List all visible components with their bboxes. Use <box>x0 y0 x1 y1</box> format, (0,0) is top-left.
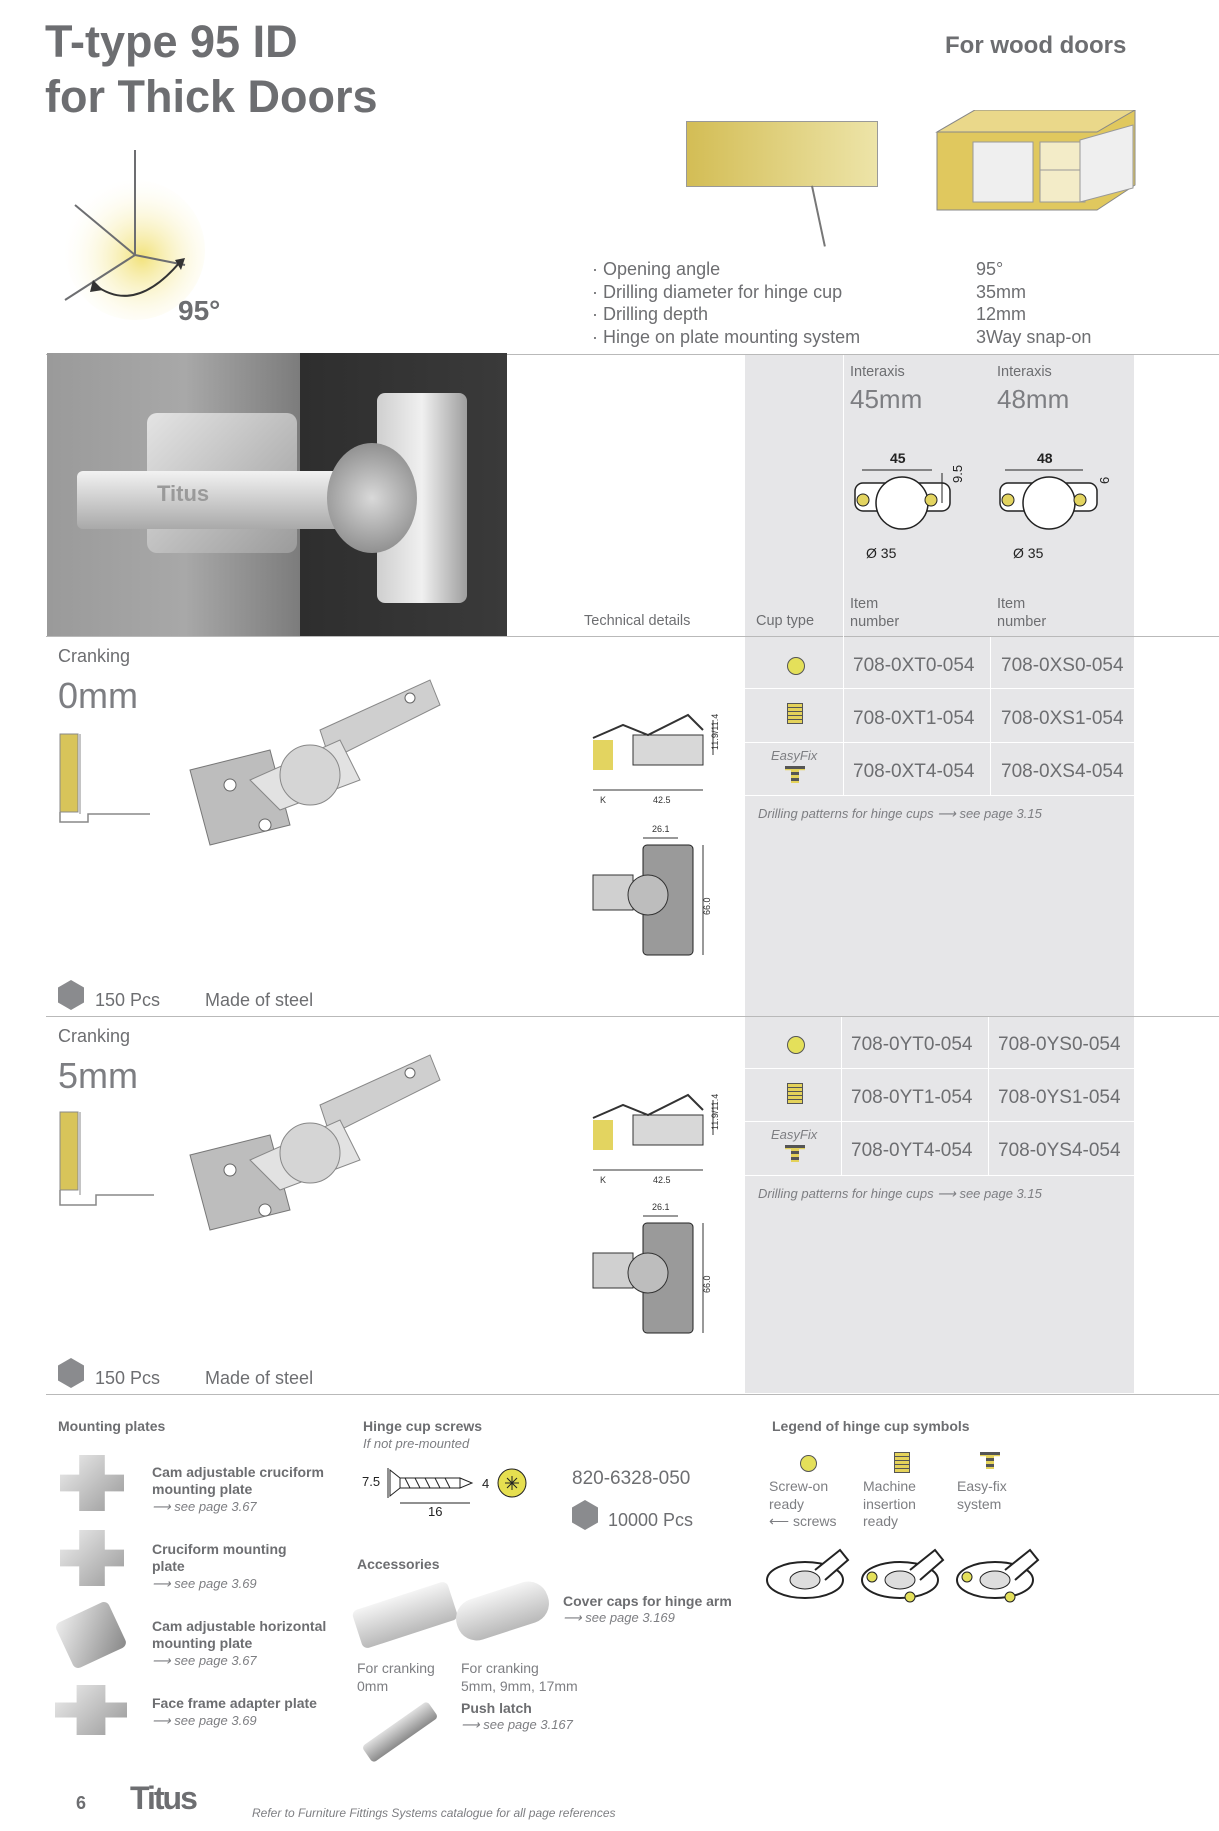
cover-cap-0mm-label: For cranking 0mm <box>357 1660 435 1694</box>
mounting-plates-title: Mounting plates <box>58 1418 166 1434</box>
row-divider <box>745 1175 1134 1176</box>
technical-drawing-top <box>588 820 723 960</box>
cover-cap-image <box>451 1576 554 1645</box>
item-number: 708-0YS1-054 <box>998 1087 1121 1108</box>
dim-h: 11.9/11.4 <box>710 1093 720 1130</box>
hinge-photo: Titus <box>47 353 507 636</box>
item-number: 708-0XS4-054 <box>1001 761 1124 782</box>
package-icon <box>572 1500 598 1530</box>
opening-angle-diagram <box>55 140 255 330</box>
door-type-label: For wood doors <box>945 32 1127 59</box>
spec-row: · Hinge on plate mounting system 3Way snap-on <box>592 326 1092 347</box>
screw-drawing <box>360 1458 540 1518</box>
item-number: 708-0XT4-054 <box>853 761 975 782</box>
brand-logo: Titus <box>130 1780 196 1816</box>
interaxis-label: Interaxis <box>997 364 1052 380</box>
screw-on-cup-icon <box>800 1455 817 1472</box>
dim-side: 66.0 <box>702 897 712 915</box>
page-number: 6 <box>76 1793 87 1813</box>
dim-thread: 4 <box>482 1476 490 1491</box>
cover-cap-5mm-label: For cranking 5mm, 9mm, 17mm <box>461 1660 578 1694</box>
legend-item: Screw-on ready ⟵ screws <box>769 1478 837 1529</box>
cabinet-illustration <box>935 110 1140 215</box>
page-reference[interactable]: ⟶ see page 3.169 <box>563 1610 675 1625</box>
mounting-plate-name[interactable]: Face frame adapter plate <box>152 1695 317 1711</box>
cranking-label: Cranking <box>58 646 131 666</box>
wood-door-sample <box>686 121 878 187</box>
mounting-plate-image <box>54 1600 128 1670</box>
dim-height: 9.5 <box>950 464 965 483</box>
technical-drawing-top <box>588 1198 723 1338</box>
page-reference[interactable]: ⟶ see page 3.67 <box>152 1653 257 1668</box>
cranking-label: Cranking <box>58 1026 131 1046</box>
push-latch-title[interactable]: Push latch <box>461 1700 532 1716</box>
row-divider <box>745 1068 1134 1069</box>
easyfix-label: EasyFix <box>771 1127 818 1142</box>
drilling-diagram-48 <box>997 448 1117 568</box>
item-number-header: Item number <box>997 596 1047 630</box>
page-title: T-type 95 ID for Thick Doors <box>45 16 378 122</box>
footer-note: Refer to Furniture Fittings Systems catalogue for all page references <box>252 1806 616 1820</box>
page-reference[interactable]: ⟶ see page 3.167 <box>461 1717 573 1732</box>
dim-length: 16 <box>428 1504 443 1518</box>
hinge-cup-screws-subtitle: If not pre-mounted <box>363 1436 470 1451</box>
row-divider <box>745 795 1134 796</box>
cranking-profile-icon <box>58 1110 158 1215</box>
dim-w: 42.5 <box>653 1175 671 1185</box>
cell-divider <box>841 1017 842 1175</box>
screw-item-number: 820-6328-050 <box>572 1468 691 1489</box>
machine-insertion-cup-icon <box>787 1083 803 1104</box>
dim-diameter: Ø 35 <box>866 545 897 561</box>
row-divider <box>745 1121 1134 1122</box>
legend-title: Legend of hinge cup symbols <box>772 1418 970 1434</box>
dim-head: 7.5 <box>362 1474 381 1489</box>
screw-on-cup-icon <box>787 1036 805 1054</box>
item-number: 708-0XT1-054 <box>853 708 975 729</box>
package-icon <box>58 1358 84 1388</box>
item-number: 708-0XS1-054 <box>1001 708 1124 729</box>
cell-divider <box>843 355 844 795</box>
legend-item: Easy-fix system <box>957 1478 1007 1512</box>
row-divider <box>745 742 1134 743</box>
screw-on-cup-icon <box>787 657 805 675</box>
technical-drawing-side <box>588 1090 723 1190</box>
page-reference[interactable]: ⟶ see page 3.69 <box>152 1576 257 1591</box>
screw-package-quantity: 10000 Pcs <box>608 1510 694 1530</box>
item-number: 708-0YS0-054 <box>998 1034 1121 1055</box>
technical-drawing-side <box>588 710 723 810</box>
drilling-diagram-45 <box>850 448 970 568</box>
pointer-line <box>811 186 826 247</box>
package-quantity: 150 Pcs <box>95 990 161 1010</box>
page-reference[interactable]: ⟶ see page 3.67 <box>152 1499 257 1514</box>
dim-width: 45 <box>890 450 906 466</box>
mounting-plate-name[interactable]: Cruciform mounting plate <box>152 1541 287 1574</box>
cranking-profile-icon <box>58 732 153 832</box>
dim-k: K <box>600 1175 607 1185</box>
header-technical-details: Technical details <box>584 613 691 629</box>
cell-divider <box>990 637 991 795</box>
mounting-plate-image <box>60 1530 124 1586</box>
cranking-value: 0mm <box>58 675 138 716</box>
hinge-image-0mm <box>180 660 460 890</box>
item-number: 708-0XS0-054 <box>1001 655 1124 676</box>
divider <box>46 1394 1219 1395</box>
item-number: 708-0YT1-054 <box>851 1087 973 1108</box>
interaxis-value: 48mm <box>997 384 1070 414</box>
hinge-cup-types-illustration <box>760 1545 1045 1615</box>
legend-item: Machine insertion ready <box>863 1478 916 1529</box>
divider <box>46 636 1219 637</box>
accessories-title: Accessories <box>357 1556 440 1572</box>
item-number: 708-0YT4-054 <box>851 1140 973 1161</box>
cover-cap-image <box>351 1581 458 1650</box>
interaxis-label: Interaxis <box>850 364 905 380</box>
cover-caps-title[interactable]: Cover caps for hinge arm <box>563 1593 732 1609</box>
page-reference[interactable]: ⟶ see page 3.69 <box>152 1713 257 1728</box>
dim-side: 66.0 <box>702 1275 712 1293</box>
material: Made of steel <box>205 1368 314 1388</box>
spec-row: · Drilling diameter for hinge cup 35mm <box>592 281 1027 302</box>
spec-row: · Drilling depth 12mm <box>592 304 1027 324</box>
drilling-note[interactable]: Drilling patterns for hinge cups ⟶ see page 3.15 <box>758 1186 1042 1201</box>
dim-k: K <box>600 795 607 805</box>
row-divider <box>745 688 1134 689</box>
machine-insertion-cup-icon <box>787 703 803 724</box>
mounting-plate-image <box>60 1455 124 1511</box>
divider <box>46 1016 1219 1017</box>
hinge-image-5mm <box>180 1035 460 1265</box>
header-cup-type: Cup type <box>756 613 815 629</box>
item-number: 708-0YT0-054 <box>851 1034 973 1055</box>
item-number-header: Item number <box>850 596 900 630</box>
spec-list <box>592 258 1091 348</box>
dim-w: 42.5 <box>653 795 671 805</box>
item-number: 708-0YS4-054 <box>998 1140 1121 1161</box>
package-quantity: 150 Pcs <box>95 1368 161 1388</box>
spec-row: · Opening angle 95° <box>592 259 1004 279</box>
dim-top: 26.1 <box>652 824 670 834</box>
easyfix-label: EasyFix <box>771 748 818 763</box>
mounting-plate-name[interactable]: Cam adjustable horizontal mounting plate <box>152 1618 327 1651</box>
machine-insertion-cup-icon <box>894 1452 910 1473</box>
hinge-cup-screws-title: Hinge cup screws <box>363 1418 483 1434</box>
dim-h: 11.9/11.4 <box>710 713 720 750</box>
dim-diameter: Ø 35 <box>1013 545 1044 561</box>
dim-width: 48 <box>1037 450 1053 466</box>
item-number: 708-0XT0-054 <box>853 655 975 676</box>
easyfix-cup-icon <box>980 1452 1000 1469</box>
push-latch-image <box>361 1701 438 1763</box>
cranking-value: 5mm <box>58 1055 138 1096</box>
material: Made of steel <box>205 990 314 1010</box>
dim-top: 26.1 <box>652 1202 670 1212</box>
mounting-plate-name[interactable]: Cam adjustable cruciform mounting plate <box>152 1464 324 1497</box>
interaxis-value: 45mm <box>850 384 923 414</box>
angle-label: 95° <box>178 295 221 326</box>
package-icon <box>58 980 84 1010</box>
mounting-plate-image <box>55 1685 127 1735</box>
drilling-note[interactable]: Drilling patterns for hinge cups ⟶ see page 3.15 <box>758 806 1042 821</box>
cell-divider <box>988 1017 989 1175</box>
dim-height: 6 <box>1097 476 1112 484</box>
